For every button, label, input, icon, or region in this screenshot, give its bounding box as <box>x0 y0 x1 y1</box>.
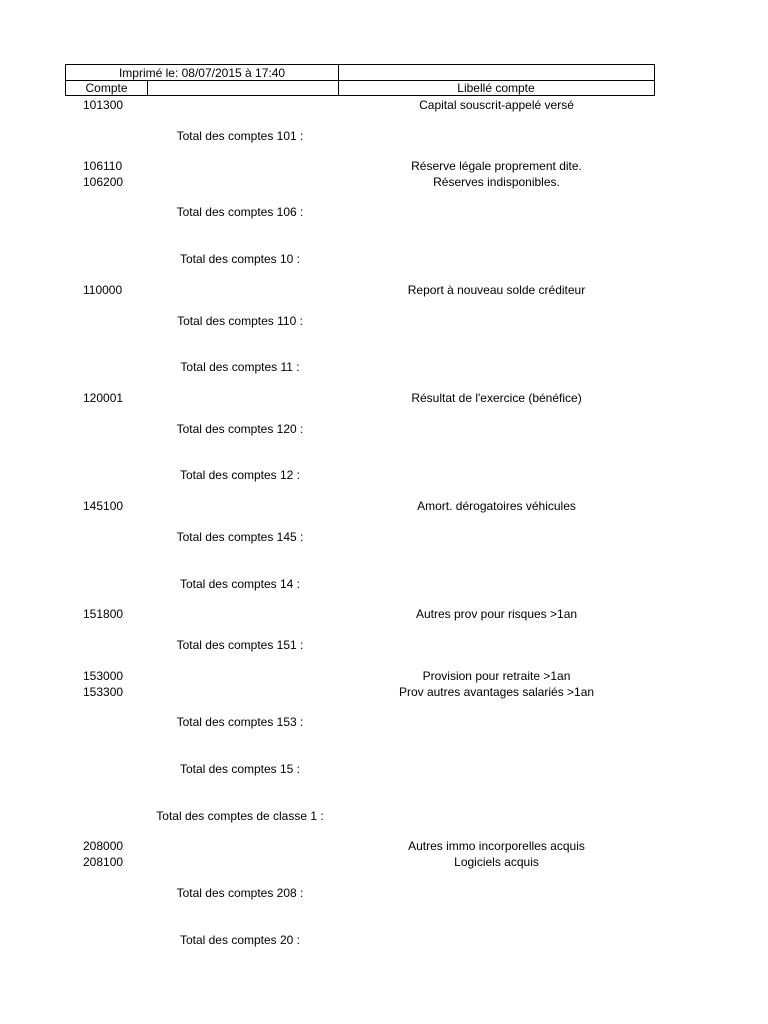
total-row <box>0 529 768 545</box>
account-code: 151800 <box>83 607 124 621</box>
account-label: Amort. dérogatoires véhicules <box>417 499 576 513</box>
total-row <box>0 359 768 375</box>
total-label: Total des comptes 10 : <box>179 252 301 266</box>
account-row <box>0 854 768 870</box>
account-code: 145100 <box>83 499 124 513</box>
account-code: 208000 <box>83 839 124 853</box>
account-code: 101300 <box>83 98 124 112</box>
account-row <box>0 838 768 854</box>
total-label: Total des comptes 208 : <box>176 886 304 900</box>
account-label: Autres prov pour risques >1an <box>415 607 578 621</box>
account-code: 106110 <box>83 159 123 173</box>
total-row <box>0 885 768 901</box>
account-row <box>0 97 768 113</box>
account-label: Provision pour retraite >1an <box>422 669 571 683</box>
total-row <box>0 637 768 653</box>
total-row <box>0 467 768 483</box>
total-label: Total des comptes 14 : <box>179 577 301 591</box>
total-label: Total des comptes de classe 1 : <box>156 809 324 823</box>
total-row <box>0 576 768 592</box>
account-code: 106200 <box>83 175 124 189</box>
account-row <box>0 282 768 298</box>
account-row <box>0 158 768 174</box>
account-label: Résultat de l'exercice (bénéfice) <box>411 391 582 405</box>
total-label: Total des comptes 12 : <box>179 468 301 482</box>
total-row <box>0 251 768 267</box>
account-label: Réserves indisponibles. <box>433 175 560 189</box>
account-label: Réserve légale proprement dite. <box>411 159 582 173</box>
total-row <box>0 128 768 144</box>
total-row <box>0 761 768 777</box>
total-label: Total des comptes 20 : <box>179 933 301 947</box>
total-label: Total des comptes 120 : <box>176 422 304 436</box>
column-header-libelle: Libellé compte <box>457 81 535 95</box>
account-label: Autres immo incorporelles acquis <box>408 839 585 853</box>
account-code: 110000 <box>83 283 123 297</box>
account-row <box>0 174 768 190</box>
total-label: Total des comptes 110 : <box>177 314 303 328</box>
report-header <box>65 64 655 96</box>
account-row <box>0 684 768 700</box>
header-column-divider <box>147 81 148 95</box>
account-code: 153000 <box>83 669 124 683</box>
account-row <box>0 668 768 684</box>
total-row <box>0 808 768 824</box>
total-row <box>0 421 768 437</box>
account-row <box>0 498 768 514</box>
column-header-compte: Compte <box>85 81 128 95</box>
account-label: Prov autres avantages salariés >1an <box>398 685 595 699</box>
account-label: Logiciels acquis <box>454 855 539 869</box>
total-row <box>0 204 768 220</box>
total-label: Total des comptes 101 : <box>176 129 304 143</box>
printed-date: Imprimé le: 08/07/2015 à 17:40 <box>118 66 286 80</box>
total-label: Total des comptes 151 : <box>176 638 304 652</box>
total-label: Total des comptes 153 : <box>176 715 304 729</box>
account-label: Report à nouveau solde créditeur <box>407 283 586 297</box>
account-row <box>0 606 768 622</box>
total-label: Total des comptes 11 : <box>180 360 300 374</box>
total-row <box>0 714 768 730</box>
total-row <box>0 313 768 329</box>
account-label: Capital souscrit-appelé versé <box>419 98 574 112</box>
account-code: 120001 <box>83 391 124 405</box>
total-label: Total des comptes 145 : <box>176 530 304 544</box>
account-code: 153300 <box>83 685 124 699</box>
total-row <box>0 932 768 948</box>
total-label: Total des comptes 15 : <box>179 762 301 776</box>
total-label: Total des comptes 106 : <box>176 205 304 219</box>
account-code: 208100 <box>83 855 124 869</box>
account-row <box>0 390 768 406</box>
